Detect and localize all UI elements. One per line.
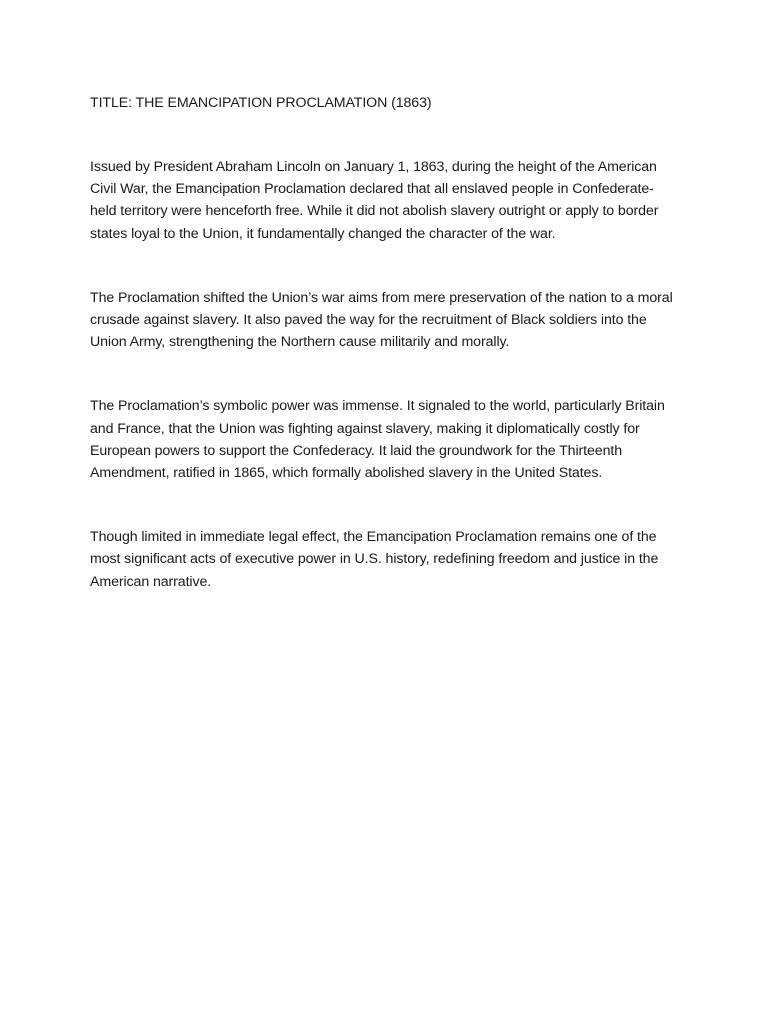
paragraph-4: Though limited in immediate legal effect, the Emancipation Proclamation remains one of the most significant acts of executive power in U.S. history, redefining freedom and justice in the American narrative. <box>90 529 659 590</box>
paragraph-2: The Proclamation shifted the Union’s war aims from mere preservation of the nation to a moral crusade against slavery. It also paved the way for the recruitment of Black soldiers into the Union Army, strengthening the Northern cause militarily and morally. <box>90 289 673 351</box>
document-page <box>90 92 678 635</box>
paragraph-3: The Proclamation’s symbolic power was immense. It signaled to the world, particularly Britain and France, that the Union was fighting against slavery, making it diplomatically costly for European powers to support the Confederacy. It laid the groundwork for the Thirteenth Amendment, ratified in 1865, which formally abolished slavery in the United States. <box>90 398 665 482</box>
document-title: TITLE: THE EMANCIPATION PROCLAMATION (1863) <box>90 95 432 111</box>
paragraph-1: Issued by President Abraham Lincoln on January 1, 1863, during the height of the American Civil War, the Emancipation Proclamation declared that all enslaved people in Confederate-held territory were henceforth free. While it did not abolish slavery outright or apply to border states loyal to the Union, it fundamentally changed the character of the war. <box>90 159 659 242</box>
